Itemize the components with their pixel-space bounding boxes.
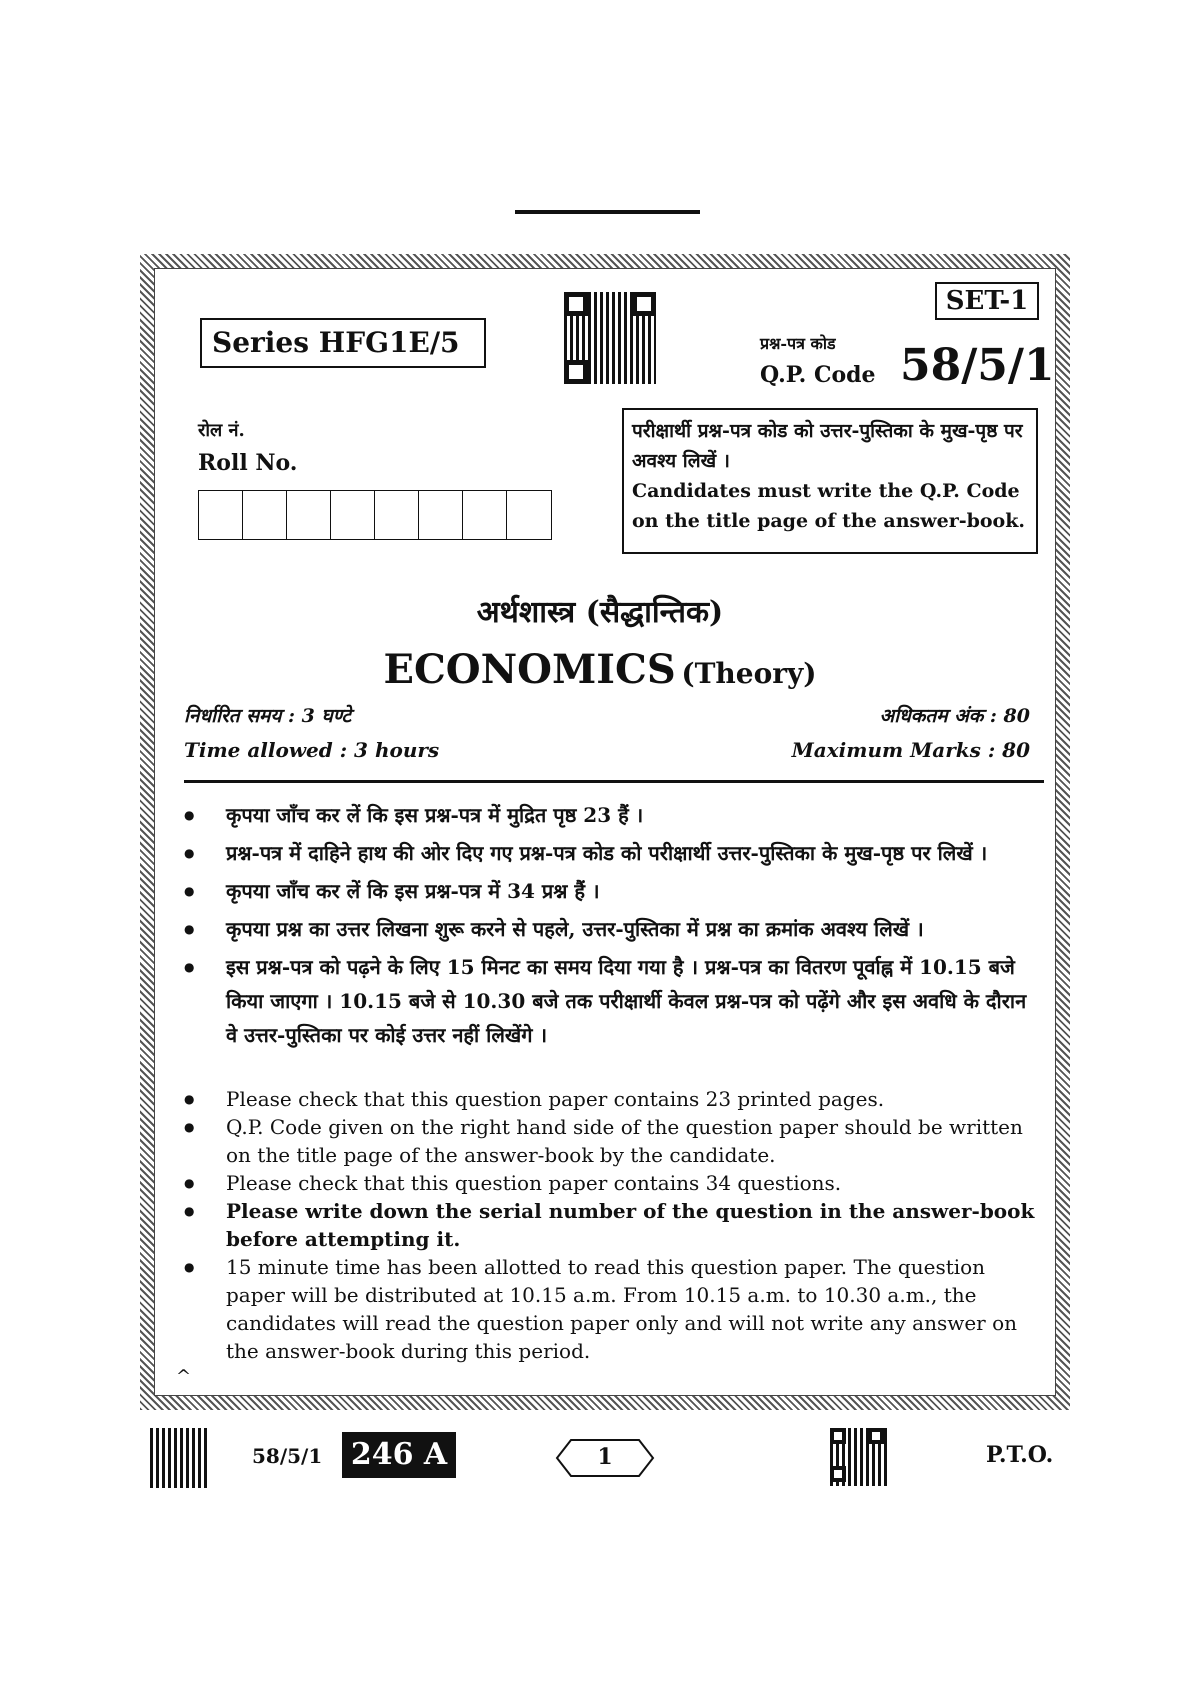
time-allowed-hindi: निर्धारित समय : 3 घण्टे <box>184 705 352 727</box>
instruction-item: ● कृपया प्रश्न का उत्तर लिखना शुरू करने से पहले, उत्तर-पुस्तिका में प्रश्न का क्रमांक अवश्य लिखें । <box>180 912 1040 946</box>
roll-digit-box[interactable] <box>419 491 463 539</box>
roll-label: Roll No. <box>198 450 298 476</box>
subject-title-main: ECONOMICS <box>383 646 676 693</box>
subject-title <box>0 646 1200 693</box>
instruction-item: ● Q.P. Code given on the right hand side of the question paper should be written on the title page of the answer-book by the candidate. <box>180 1113 1040 1169</box>
qr-code-icon <box>564 292 656 384</box>
instruction-item: ● 15 minute time has been allotted to read this question paper. The question paper will be distributed at 10.15 a.m. From 10.15 a.m. to 10.30 a.m., the candidates will read the question paper only and will not write any answer on the answer-book during this period. <box>180 1253 1040 1365</box>
instruction-item: ● कृपया जाँच कर लें कि इस प्रश्न-पत्र में मुद्रित पृष्ठ 23 हैं । <box>180 798 1040 832</box>
top-rule <box>515 210 700 214</box>
set-label: SET-1 <box>935 282 1039 320</box>
instruction-item: ● कृपया जाँच कर लें कि इस प्रश्न-पत्र में 34 प्रश्न हैं । <box>180 874 1040 908</box>
instructions-english <box>180 1085 1040 1365</box>
roll-digit-box[interactable] <box>331 491 375 539</box>
roll-digit-box[interactable] <box>199 491 243 539</box>
roll-digit-box[interactable] <box>287 491 331 539</box>
roll-digit-box[interactable] <box>375 491 419 539</box>
instruction-item: ● Please check that this question paper contains 23 printed pages. <box>180 1085 1040 1113</box>
roll-digit-box[interactable] <box>243 491 287 539</box>
qp-code: 58/5/1 <box>900 340 1055 391</box>
paper-badge: 246 A <box>342 1432 456 1478</box>
footer-code: 58/5/1 <box>252 1444 323 1468</box>
page-number <box>555 1438 655 1478</box>
section-divider <box>184 780 1044 783</box>
barcode-icon <box>150 1428 210 1488</box>
qp-code-label-hindi: प्रश्न-पत्र कोड <box>760 334 836 353</box>
instruction-item: ● Please write down the serial number of the question in the answer-book before attempting it. <box>180 1197 1040 1253</box>
caret-mark: ^ <box>176 1366 192 1387</box>
qr-code-icon <box>830 1428 888 1486</box>
instructions-hindi <box>180 798 1040 1056</box>
roll-digit-box[interactable] <box>463 491 507 539</box>
max-marks-hindi: अधिकतम अंक : 80 <box>879 705 1030 727</box>
qp-code-label: Q.P. Code <box>760 362 876 388</box>
pto-label: P.T.O. <box>986 1442 1054 1468</box>
roll-number-boxes[interactable] <box>198 490 552 540</box>
time-allowed: Time allowed : 3 hours <box>184 738 440 762</box>
candidate-note <box>622 408 1038 554</box>
instruction-item: ● Please check that this question paper contains 34 questions. <box>180 1169 1040 1197</box>
roll-digit-box[interactable] <box>507 491 551 539</box>
subject-title-sub: (Theory) <box>681 657 817 690</box>
instruction-item: ● प्रश्न-पत्र में दाहिने हाथ की ओर दिए गए प्रश्न-पत्र कोड को परीक्षार्थी उत्तर-पुस्तिका के मुख-पृष्ठ पर लिखें । <box>180 836 1040 870</box>
candidate-note-english: Candidates must write the Q.P. Code on the title page of the answer-book. <box>632 480 1025 532</box>
page-number-value: 1 <box>597 1444 613 1470</box>
instruction-item: ● इस प्रश्न-पत्र को पढ़ने के लिए 15 मिनट का समय दिया गया है । प्रश्न-पत्र का वितरण पूर्वाह्न में 10.15 बजे किया जाएगा । 10.15 बजे से 10.30 बजे तक परीक्षार्थी केवल प्रश्न-पत्र को पढ़ेंगे और इस अवधि के दौरान वे उत्तर-पुस्तिका पर कोई उत्तर नहीं लिखेंगे । <box>180 950 1040 1052</box>
candidate-note-hindi: परीक्षार्थी प्रश्न-पत्र कोड को उत्तर-पुस्तिका के मुख-पृष्ठ पर अवश्य लिखें । <box>632 420 1023 472</box>
series-label: Series HFG1E/5 <box>200 318 486 368</box>
subject-title-hindi: अर्थशास्त्र (सैद्धान्तिक) <box>476 595 724 630</box>
roll-label-hindi: रोल नं. <box>198 420 245 441</box>
max-marks: Maximum Marks : 80 <box>791 738 1030 762</box>
